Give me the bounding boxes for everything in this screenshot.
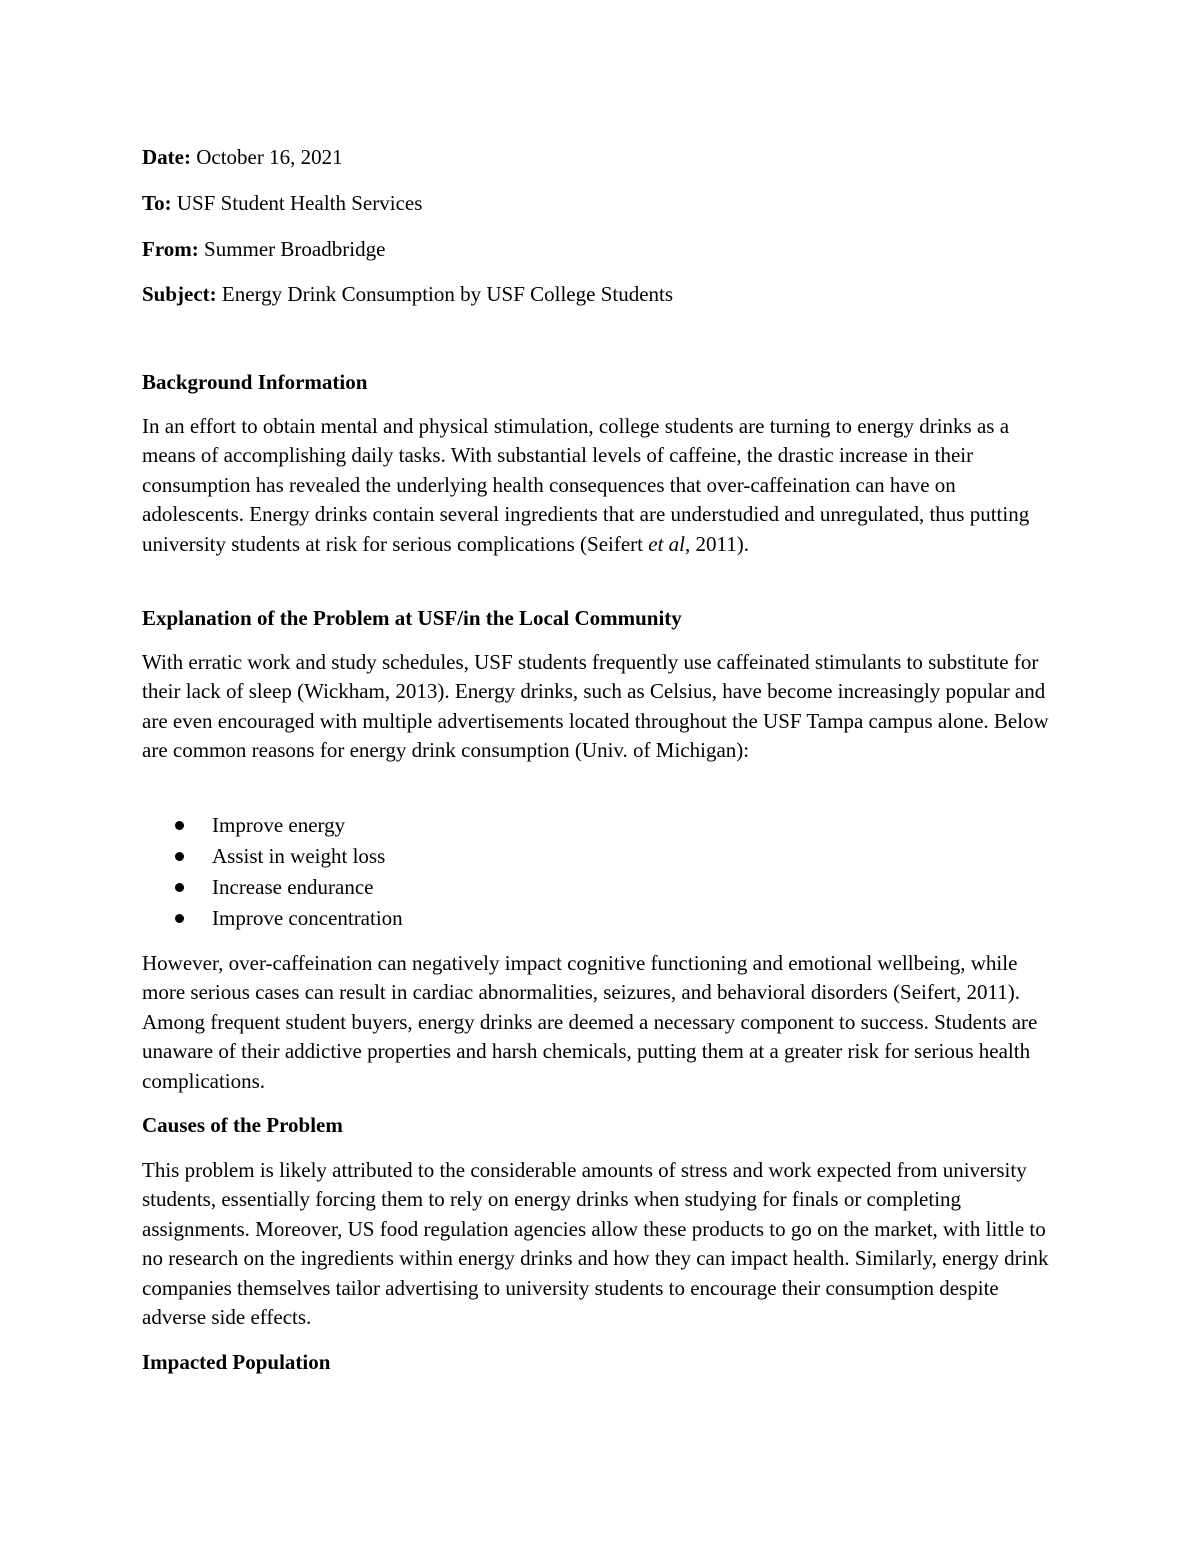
bullet-icon	[175, 852, 184, 861]
memo-from-label: From:	[142, 237, 199, 261]
list-item	[142, 812, 403, 843]
memo-to-value: USF Student Health Services	[171, 191, 423, 215]
list-item	[142, 874, 403, 905]
memo-to-label: To:	[142, 191, 172, 215]
bullet-icon	[175, 914, 184, 923]
heading-explanation: Explanation of the Problem at USF/in the Local Community	[142, 606, 682, 630]
memo-subject-label: Subject:	[142, 282, 217, 306]
heading-impacted: Impacted Population	[142, 1350, 331, 1374]
memo-date-label: Date:	[142, 145, 191, 169]
memo-date-value: October 16, 2021	[190, 145, 343, 169]
memo-from	[142, 236, 385, 262]
heading-background: Background Information	[142, 370, 368, 394]
list-item-text: Improve concentration	[212, 906, 403, 930]
list-item-text: Increase endurance	[212, 875, 374, 899]
paragraph-background	[142, 412, 1062, 559]
heading-causes: Causes of the Problem	[142, 1113, 343, 1137]
list-item	[142, 843, 403, 874]
memo-from-value: Summer Broadbridge	[198, 237, 386, 261]
memo-date	[142, 144, 343, 170]
memo-to	[142, 190, 422, 216]
memo-subject-value: Energy Drink Consumption by USF College Students	[216, 282, 674, 306]
paragraph-explanation: With erratic work and study schedules, USF students frequently use caffeinated stimulants to substitute for their lack of sleep (Wickham, 2013). Energy drinks, such as Celsius, have become increasingly popular and are even encouraged with multiple advertisements located throughout the USF Tampa campus alone. Below are common reasons for energy drink consumption (Univ. of Michigan):	[142, 650, 1049, 763]
list-item	[142, 905, 403, 936]
paragraph-causes: This problem is likely attributed to the considerable amounts of stress and work expected from university students, essentially forcing them to rely on energy drinks when studying for finals or completing assignments. Moreover, US food regulation agencies allow these products to go on the market, with little to no research on the ingredients within energy drinks and how they can impact health. Similarly, energy drink companies themselves tailor advertising to university students to encourage their consumption despite adverse side effects.	[142, 1158, 1049, 1330]
paragraph-consequences: However, over-caffeination can negatively impact cognitive functioning and emotional wellbeing, while more serious cases can result in cardiac abnormalities, seizures, and behavioral disorders (Seifert, 2011). Among frequent student buyers, energy drinks are deemed a necessary component to success. Students are unaware of their addictive properties and harsh chemicals, putting them at a greater risk for serious health complications.	[142, 951, 1038, 1093]
reasons-list	[142, 812, 403, 936]
memo-subject	[142, 281, 673, 307]
background-italic: et al	[648, 531, 685, 556]
bullet-icon	[175, 821, 184, 830]
bullet-icon	[175, 883, 184, 892]
list-item-text: Assist in weight loss	[212, 844, 386, 868]
list-item-text: Improve energy	[212, 813, 346, 837]
background-text: In an effort to obtain mental and physical stimulation, college students are turning to energy drinks as a means of accomplishing daily tasks. With substantial levels of caffeine, the drastic increase in their consumption has revealed the underlying health consequences that over-caffeination can have on adolescents. Energy drinks contain several ingredients that are understudied and unregulated, thus putting university students at risk for serious complications (Seifert	[142, 414, 1030, 556]
background-text-end: , 2011).	[685, 531, 749, 556]
